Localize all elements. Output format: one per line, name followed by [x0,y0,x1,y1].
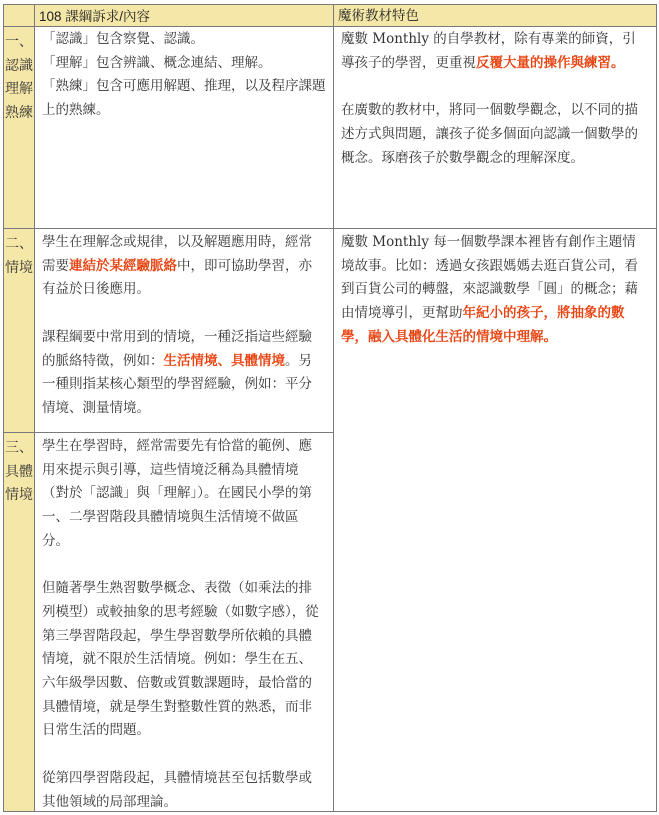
row1-feature-para-1 [341,28,646,75]
row2-feature-para-1 [341,231,646,350]
row2-heading: 二、情境 [4,229,34,432]
grid-line [4,228,656,229]
row2-feature-text: 魔數 Monthly 每一個數學課本裡皆有創作主題情境故事。比如：透過女孩跟媽媽去逛百貨公司，看到百貨公司的轉盤，來認識數學「圓」的概念；藉由情境導引，更幫助 [341,234,638,322]
row2-req-text: 學生在理解念或規律，以及解題應用時，經常需要 [42,234,312,274]
row2-feature-highlight: 年紀小的孩子，將抽象的數學，融入具體化生活的情境中理解。 [341,305,625,345]
row3-req-para-2: 但隨著學生熟習數學概念、表徵（如乘法的排列模型）或較抽象的思考經驗（如數字感），從第三學習階段起，學生學習數學所依賴的具體情境，就不限於生活情境。例如：學生在五、六年級學因數、倍數或質數課題時，最恰當的具體情境，就是學生對整數性質的熟悉，而非日常生活的問題。 [42,580,319,739]
row2-req-highlight: 連結於某經驗脈絡 [69,257,177,274]
row1-feature-highlight: 反覆大量的操作與練習 [476,54,611,71]
row1-feature-text: 魔數 Monthly 的自學教材，除有專業的師資，引導孩子的學習，更重視 [341,31,636,71]
row1-requirement [35,26,333,228]
row1-feature-tail: 。 [611,54,625,71]
row2-req-tail-2: 。另一種則指某核心類型的學習經驗，例如：平分情境、測量情境。 [42,352,312,416]
row1-req-line-3: 「熟練」包含可應用解題、推理，以及程序課題上的熟練。 [42,78,326,119]
grid-line [4,432,334,433]
header-corner [4,5,34,26]
comparison-table [3,4,657,812]
row1-heading: 一、認識理解熟練 [4,27,34,228]
row1-feature-para-2: 在廣數的教材中，將同一個數學觀念，以不同的描述方式與問題，讓孩子從多個面向認識一個數學的概念。琢磨孩子於數學觀念的理解深度。 [341,102,638,166]
row1-feature [334,26,656,228]
header-material-features: 魔術教材特色 [334,5,656,26]
grid-line [34,5,35,811]
row3-heading: 三、具體情境 [4,433,34,811]
grid-line [4,26,656,27]
row1-req-line-2: 「理解」包含辨識、概念連結、理解。 [42,54,272,71]
row3-req-para-3: 從第四學習階段起，具體情境甚至包括數學或其他領域的局部理論。 [42,769,312,810]
row2-req-tail: 中，即可協助學習，亦有益於日後應用。 [42,257,312,298]
row2-req-text-2: 課程綱要中常用到的情境，一種泛指這些經驗的脈絡特徵，例如： [42,328,312,369]
row2-feature [334,229,656,811]
row3-req-para-1: 學生在學習時，經常需要先有恰當的範例、應用來提示與引導，這些情境泛稱為具體情境（對於「認識」與「理解」）。在國民小學的第一、二學習階段具體情境與生活情境不做區分。 [42,438,312,549]
row2-requirement [35,229,333,432]
row1-req-line-1: 「認識」包含察覺、認識。 [42,31,204,47]
row3-requirement [35,433,333,811]
row2-req-highlight-2: 生活情境、具體情境 [163,352,285,369]
grid-line [333,5,334,811]
header-curriculum: 108 課綱訴求/內容 [35,5,333,26]
row2-req-para-1 [42,231,319,302]
row2-req-para-2 [42,326,319,421]
